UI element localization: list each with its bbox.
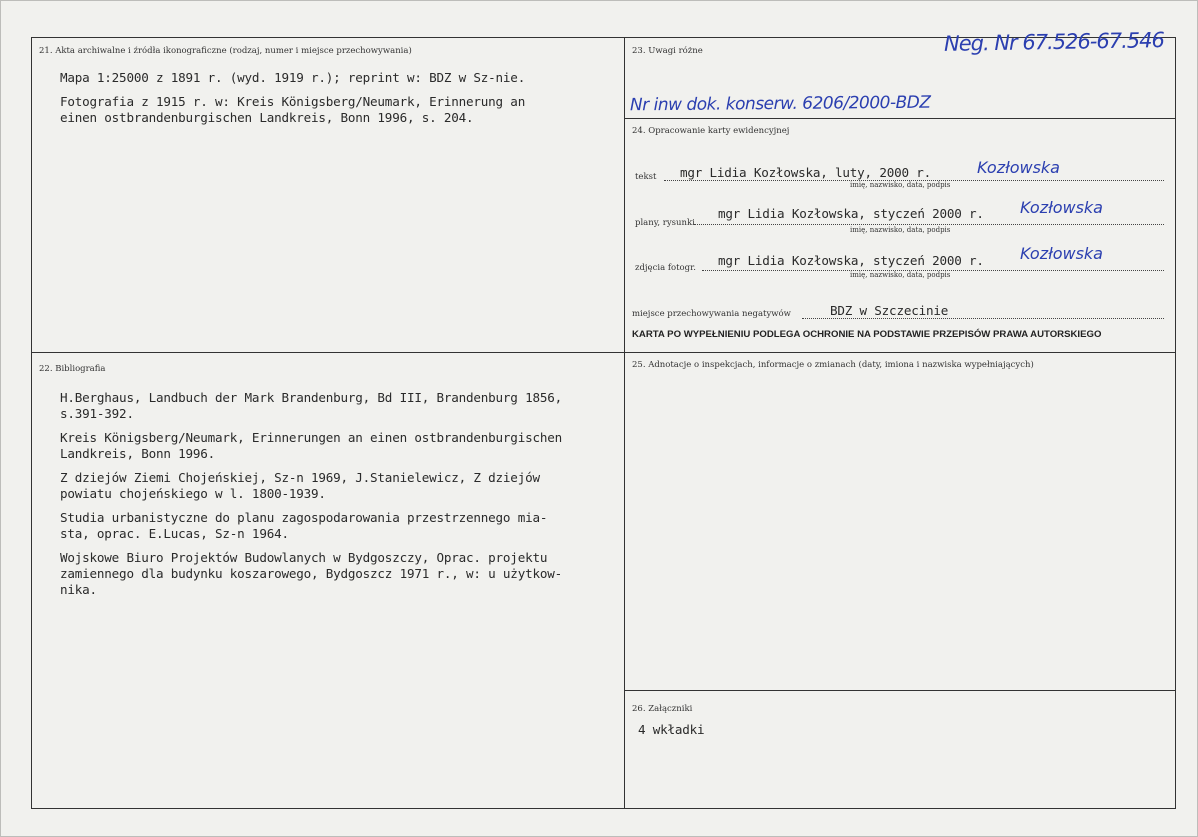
row-caption: imię, nazwisko, data, podpis xyxy=(850,271,951,279)
row-caption: imię, nazwisko, data, podpis xyxy=(850,181,951,189)
dotted-line xyxy=(694,224,1164,225)
sec26-divider xyxy=(624,690,1175,691)
sec21-line: einen ostbrandenburgischen Landkreis, Bonn 1996, s. 204. xyxy=(60,110,474,125)
bibliography-line: Landkreis, Bonn 1996. xyxy=(60,446,216,461)
signature: Kozłowska xyxy=(1020,198,1103,217)
handwritten-negative-ref: Neg. Nr 67.526-67.546 xyxy=(943,28,1165,56)
row-label-photos: zdjęcia fotogr. xyxy=(635,263,696,273)
bibliography-line: s.391-392. xyxy=(60,406,134,421)
signature: Kozłowska xyxy=(977,158,1060,177)
bibliography-line: nika. xyxy=(60,582,97,597)
row-label-plans: plany, rysunki xyxy=(635,218,695,228)
row-value-photos: mgr Lidia Kozłowska, styczeń 2000 r. xyxy=(718,253,984,268)
sec26-label: 26. Załączniki xyxy=(632,704,693,714)
bibliography-line: Studia urbanistyczne do planu zagospodarowania przestrzennego mia- xyxy=(60,510,548,525)
bibliography-entry xyxy=(60,390,625,422)
bibliography-line: powiatu chojeńskiego w l. 1800-1939. xyxy=(60,486,326,501)
sec24-label: 24. Opracowanie karty ewidencyjnej xyxy=(632,126,790,136)
sec22-label: 22. Bibliografia xyxy=(39,364,106,374)
row-value-plans: mgr Lidia Kozłowska, styczeń 2000 r. xyxy=(718,206,984,221)
bibliography-line: Z dziejów Ziemi Chojeńskiej, Sz-n 1969, J.Stanielewicz, Z dziejów xyxy=(60,470,540,485)
bibliography-line: H.Berghaus, Landbuch der Mark Brandenburg, Bd III, Brandenburg 1856, xyxy=(60,390,562,405)
bibliography-entry xyxy=(60,430,625,462)
handwritten-inventory-no: Nr inw dok. konserw. 6206/2000-BDZ xyxy=(629,92,931,116)
bibliography xyxy=(60,390,625,598)
sec21-label: 21. Akta archiwalne i źródła ikonograficzne (rodzaj, numer i miejsce przechowywania) xyxy=(39,46,412,56)
row-label-text: tekst xyxy=(635,172,657,182)
bibliography-entry xyxy=(60,470,625,502)
negatives-value: BDZ w Szczecinie xyxy=(830,303,949,318)
sec21-line: Mapa 1:25000 z 1891 r. (wyd. 1919 r.); reprint w: BDZ w Sz-nie. xyxy=(60,70,526,85)
sec21-line: Fotografia z 1915 r. w: Kreis Königsberg/Neumark, Erinnerung an xyxy=(60,94,526,109)
sec21-text xyxy=(60,70,625,126)
copyright-note: KARTA PO WYPEŁNIENIU PODLEGA OCHRONIE NA PODSTAWIE PRZEPISÓW PRAWA AUTORSKIEGO xyxy=(632,329,1102,340)
bibliography-line: Wojskowe Biuro Projektów Budowlanych w Bydgoszczy, Oprac. projektu xyxy=(60,550,548,565)
attachments-value: 4 wkładki xyxy=(638,722,705,737)
bibliography-entry xyxy=(60,510,625,542)
row-value-text: mgr Lidia Kozłowska, luty, 2000 r. xyxy=(680,165,931,180)
bibliography-line: zamiennego dla budynku koszarowego, Bydgoszcz 1971 r., w: u użytkow- xyxy=(60,566,562,581)
signature: Kozłowska xyxy=(1020,244,1103,263)
sec23-label: 23. Uwagi różne xyxy=(632,46,703,56)
form-frame xyxy=(31,28,1176,809)
sec25-label: 25. Adnotacje o inspekcjach, informacje o zmianach (daty, imiona i nazwiska wypełniających) xyxy=(632,360,1034,370)
bibliography-entry xyxy=(60,550,625,598)
bibliography-line: Kreis Königsberg/Neumark, Erinnerungen an einen ostbrandenburgischen xyxy=(60,430,562,445)
sec23-divider xyxy=(624,118,1175,119)
row-caption: imię, nazwisko, data, podpis xyxy=(850,226,951,234)
negatives-label: miejsce przechowywania negatywów xyxy=(632,309,791,319)
bibliography-line: sta, oprac. E.Lucas, Sz-n 1964. xyxy=(60,526,289,541)
row-divider xyxy=(32,352,1175,353)
